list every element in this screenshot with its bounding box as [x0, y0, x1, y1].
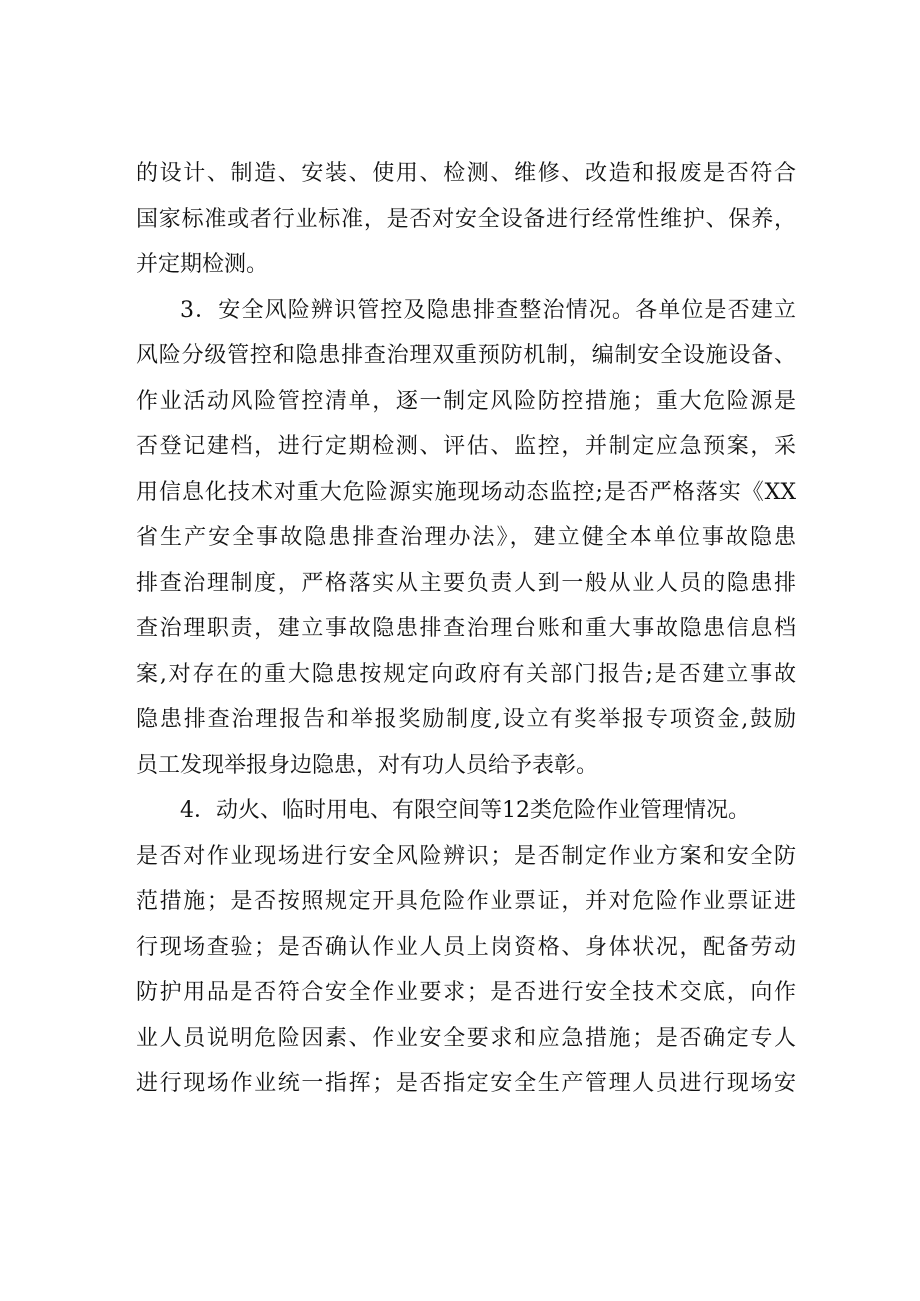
text-line: 作业活动风险管控清单，逐一制定风险防控措施；重大危险源是: [136, 388, 796, 414]
text-line: 查治理职责，建立事故隐患排查治理台账和重大事故隐患信息档: [136, 616, 796, 641]
text-line: 防护用品是否符合安全作业要求；是否进行安全技术交底，向作: [136, 980, 796, 1005]
text-line: 案,对存在的重大隐患按规定向政府有关部门报告;是否建立事故: [136, 661, 796, 687]
text-line: 范措施；是否按照规定开具危险作业票证，并对危险作业票证进: [136, 889, 796, 914]
section-4-heading-line: 4．动火、临时用电、有限空间等12类危险作业管理情况。: [180, 798, 750, 823]
text-line: 业人员说明危险因素、作业安全要求和应急措施；是否确定专人: [136, 1025, 796, 1051]
text-line: 国家标准或者行业标准，是否对安全设备进行经常性维护、保养，: [136, 206, 796, 232]
text-line: 风险分级管控和隐患排查治理双重预防机制，编制安全设施设备、: [136, 343, 796, 368]
text-line: 的设计、制造、安装、使用、检测、维修、改造和报废是否符合: [136, 161, 796, 186]
text-line: 否登记建档，进行定期检测、评估、监控，并制定应急预案，采: [136, 434, 796, 459]
text-line: 并定期检测。: [136, 252, 269, 277]
text-line: 员工发现举报身边隐患，对有功人员给予表彰。: [136, 752, 599, 778]
text-line: 行现场查验；是否确认作业人员上岗资格、身体状况，配备劳动: [136, 934, 796, 960]
text-line: 省生产安全事故隐患排查治理办法》，建立健全本单位事故隐患: [136, 525, 796, 550]
text-line: 排查治理制度，严格落实从主要负责人到一般从业人员的隐患排: [136, 570, 796, 596]
text-line: 用信息化技术对重大危险源实施现场动态监控;是否严格落实《XX: [136, 479, 796, 505]
text-line: 隐患排查治理报告和举报奖励制度,设立有奖举报专项资金,鼓励: [136, 707, 796, 732]
section-3-heading-line: 3．安全风险辨识管控及隐患排查整治情况。各单位是否建立: [180, 297, 796, 323]
text-line: 进行现场作业统一指挥；是否指定安全生产管理人员进行现场安: [136, 1071, 796, 1096]
document-body: [136, 151, 796, 1107]
text-line: 是否对作业现场进行安全风险辨识；是否制定作业方案和安全防: [136, 843, 796, 869]
